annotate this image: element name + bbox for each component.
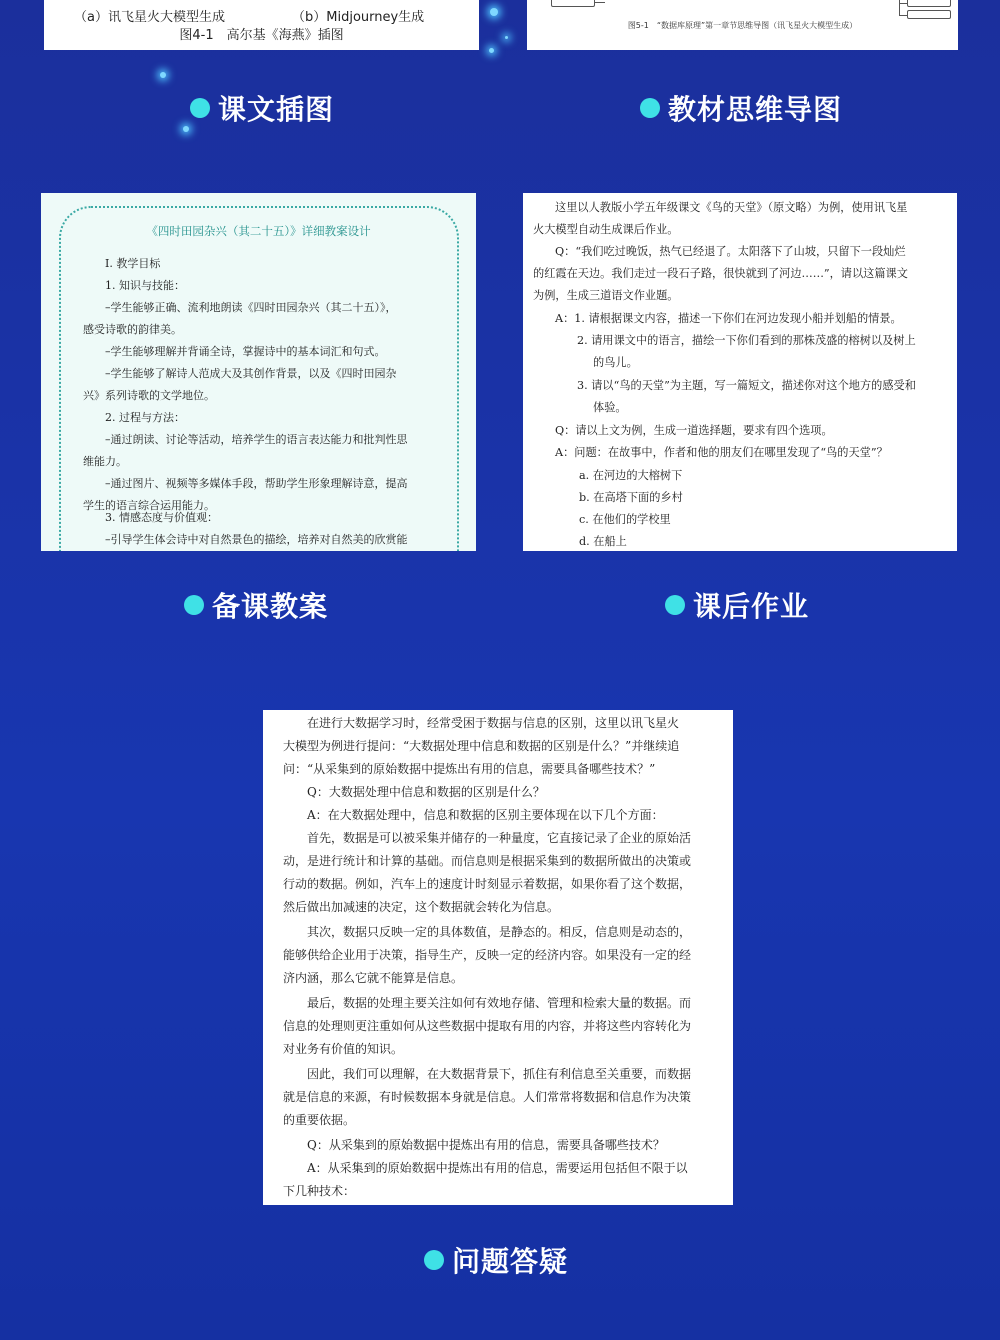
qa-card [263,710,733,1205]
section-label-text: 教材思维导图 [668,93,843,126]
lesson-plan-line: 兴》系列诗歌的文学地位。 [83,389,215,402]
qa-line: 对业务有价值的知识。 [283,1042,404,1056]
qa-line: 大模型为例进行提问：“大数据处理中信息和数据的区别是什么？”并继续追 [283,739,680,753]
glow-dot [160,72,166,78]
mindmap-node [551,0,595,7]
lesson-plan-line: 1. 知识与技能： [105,279,185,292]
homework-card [523,193,957,551]
homework-option: d. 在船上 [579,535,627,548]
mindmap-connector [899,15,907,16]
mindmap-card [527,0,958,50]
qa-line: 首先，数据是可以被采集并储存的一种量度，它直接记录了企业的原始活 [307,831,692,845]
section-label-mindmap [640,88,842,128]
lesson-plan-line: –通过图片、视频等多媒体手段，帮助学生形象理解诗意，提高 [105,477,408,490]
lesson-plan-line: 3. 情感态度与价值观： [105,511,218,524]
homework-option: b. 在高塔下面的乡村 [579,491,683,504]
section-label-illustration [190,88,334,128]
mindmap-connector [899,3,907,4]
lesson-plan-line: 维能力。 [83,455,127,468]
qa-line: 因此，我们可以理解，在大数据背景下，抓住有利信息至关重要，而数据 [307,1067,692,1081]
mindmap-connector [595,2,605,3]
lesson-plan-line: Ⅰ. 教学目标 [105,257,161,270]
lesson-plan-line: 2. 过程与方法： [105,411,185,424]
bullet-dot-icon [190,98,210,118]
illustration-subcaption-b: （b）Midjourney生成 [292,10,425,25]
qa-line: 济内涵，那么它就不能算是信息。 [283,971,464,985]
qa-line: Q：大数据处理中信息和数据的区别是什么？ [307,785,545,799]
qa-line: 其次，数据只反映一定的具体数值，是静态的。相反，信息则是动态的， [307,925,692,939]
homework-option: c. 在他们的学校里 [579,513,671,526]
homework-line: A：问题：在故事中，作者和他的朋友们在哪里发现了“鸟的天堂”？ [555,446,888,459]
lesson-plan-line: –学生能够了解诗人范成大及其创作背景，以及《四时田园杂 [105,367,397,380]
qa-line: 就是信息的来源，有时候数据本身就是信息。人们常常将数据和信息作为决策 [283,1090,692,1104]
qa-line: 行动的数据。例如，汽车上的速度计时刻显示着数据，如果你看了这个数据， [283,877,692,891]
bullet-dot-icon [665,595,685,615]
homework-line: A：1. 请根据课文内容，描述一下你们在河边发现小船并划船的情景。 [555,312,902,325]
homework-line: 为例，生成三道语文作业题。 [533,289,679,302]
lesson-plan-card [41,193,476,551]
illustration-caption: 图4-1 高尔基《海燕》插图 [179,28,344,43]
lesson-plan-line: –学生能够正确、流利地朗读《四时田园杂兴（其二十五）》， [105,301,397,314]
mindmap-connector [899,0,900,16]
qa-line: 动，是进行统计和计算的基础。而信息则是根据采集到的数据所做出的决策或 [283,854,692,868]
glow-dot [183,126,189,132]
qa-line: A：从采集到的原始数据中提炼出有用的信息，需要运用包括但不限于以 [307,1161,688,1175]
lesson-plan-line: –引导学生体会诗中对自然景色的描绘，培养对自然美的欣赏能 [105,533,408,546]
glow-dot [505,36,508,39]
section-label-text: 备课教案 [212,590,329,623]
illustration-card [44,0,479,50]
qa-line: 在进行大数据学习时，经常受困于数据与信息的区别，这里以讯飞星火 [307,716,680,730]
mindmap-node [907,0,951,7]
homework-line: 2. 请用课文中的语言，描绘一下你们看到的那株茂盛的榕树以及树上 [577,334,916,347]
qa-line: Q：从采集到的原始数据中提炼出有用的信息，需要具备哪些技术？ [307,1138,665,1152]
qa-line: 能够供给企业用于决策，指导生产，反映一定的经济内容。如果没有一定的经 [283,948,692,962]
homework-line: Q：请以上文为例，生成一道选择题，要求有四个选项。 [555,424,833,437]
qa-line: 的重要依据。 [283,1113,356,1127]
bullet-dot-icon [424,1250,444,1270]
qa-line: 然后做出加减速的决定，这个数据就会转化为信息。 [283,900,560,914]
qa-line: 下几种技术： [283,1184,356,1198]
bullet-dot-icon [640,98,660,118]
qa-line: 信息的处理则更注重如何从这些数据中提取有用的内容，并将这些内容转化为 [283,1019,692,1033]
mindmap-node [907,10,951,19]
mindmap-caption: 图5-1 “数据库原理”第一章节思维导图（讯飞星火大模型生成） [627,21,858,30]
lesson-plan-title: 《四时田园杂兴（其二十五）》详细教案设计 [146,224,371,238]
qa-line: A：在大数据处理中，信息和数据的区别主要体现在以下几个方面： [307,808,664,822]
illustration-subcaption-a: （a）讯飞星火大模型生成 [74,10,225,25]
homework-line: 体验。 [593,401,627,414]
homework-line: 这里以人教版小学五年级课文《鸟的天堂》（原文略）为例，使用讯飞星 [555,201,908,214]
qa-line: 问：“从采集到的原始数据中提炼出有用的信息，需要具备哪些技术？” [283,762,656,776]
qa-line: 最后，数据的处理主要关注如何有效地存储、管理和检索大量的数据。而 [307,996,692,1010]
section-label-text: 课后作业 [693,590,810,623]
section-label-text: 课文插图 [218,93,335,126]
section-label-text: 问题答疑 [452,1245,569,1278]
section-label-homework [665,585,809,625]
section-label-qa [424,1240,568,1280]
bullet-dot-icon [184,595,204,615]
glow-dot [490,8,498,16]
homework-line: Q：“我们吃过晚饭，热气已经退了。太阳落下了山坡，只留下一段灿烂 [555,245,906,258]
glow-dot [489,48,494,53]
homework-line: 火大模型自动生成课后作业。 [533,223,679,236]
section-label-lesson [184,585,328,625]
lesson-plan-line: 学生的语言综合运用能力。 [83,499,215,512]
lesson-plan-line: 感受诗歌的韵律美。 [83,323,182,336]
homework-option: a. 在河边的大榕树下 [579,469,683,482]
homework-line: 3. 请以“鸟的天堂”为主题，写一篇短文，描述你对这个地方的感受和 [577,379,916,392]
lesson-plan-line: –通过朗读、讨论等活动，培养学生的语言表达能力和批判性思 [105,433,408,446]
homework-line: 的红霞在天边。我们走过一段石子路，很快就到了河边……”，请以这篇课文 [533,267,908,280]
lesson-plan-line: –学生能够理解并背诵全诗，掌握诗中的基本词汇和句式。 [105,345,386,358]
homework-line: 的鸟儿。 [593,356,638,369]
